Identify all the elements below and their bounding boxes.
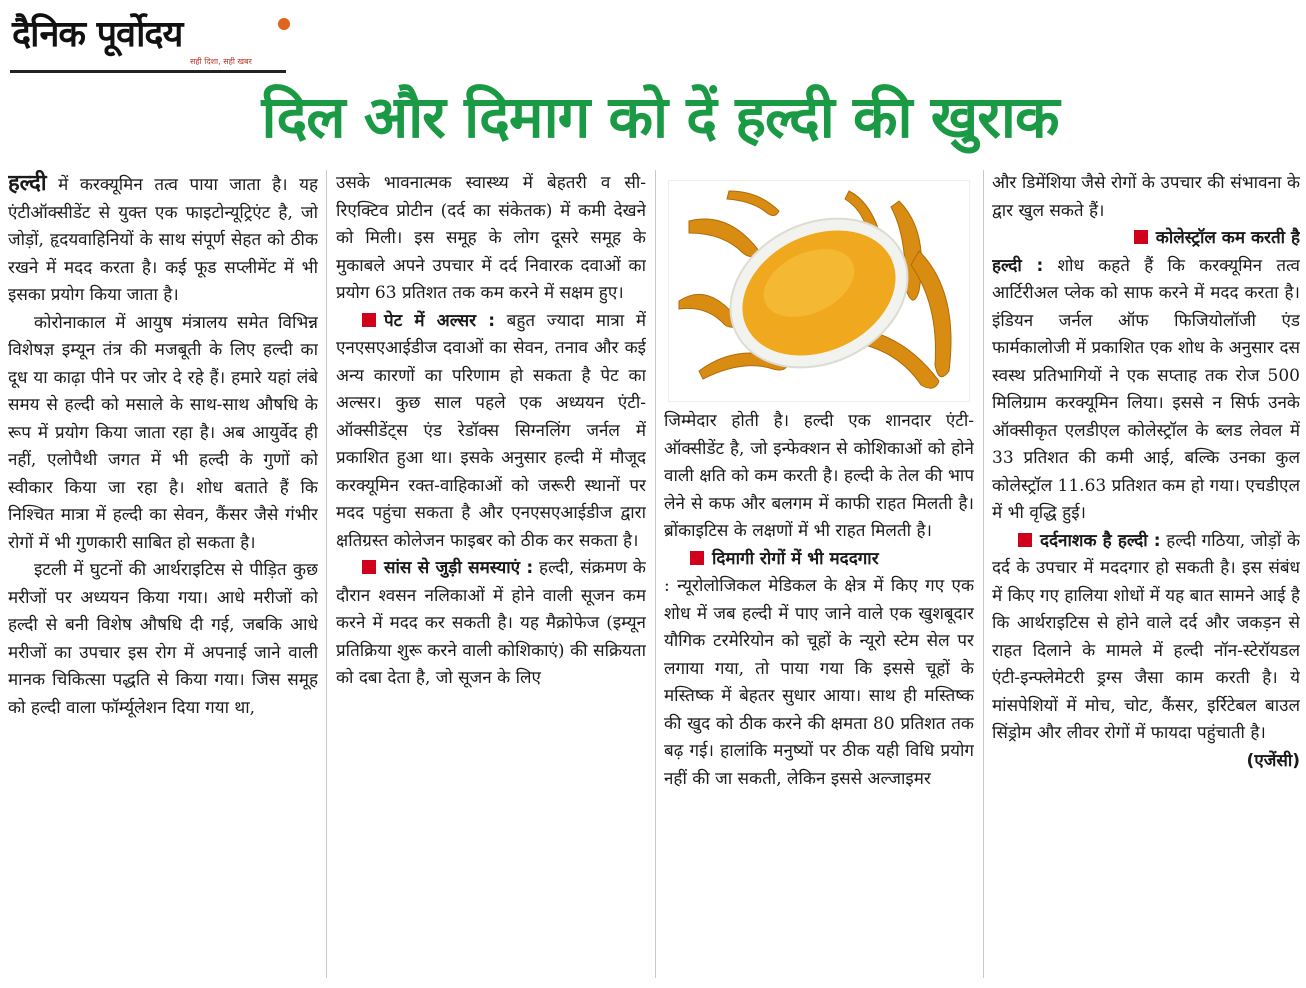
bullet-square-icon [362, 560, 376, 574]
paragraph: इटली में घुटनों की आर्थराइटिस से पीड़ित कुछ मरीजों पर अध्ययन किया गया। आधे मरीजों को हल्दी से बनी विशेष औषधि दी गई, जबकि आधे मरीजों का उपचार इस रोग में अपनाई जाने वाली मानक चिकित्सा पद्धति से किया गया। जिस समूह को हल्दी वाला फॉर्म्यूलेशन दिया गया था, [8, 560, 318, 718]
turmeric-photo-icon [669, 181, 970, 402]
paragraph: बहुत ज्यादा मात्रा में एनएसएआईडीज दवाओं का सेवन, तनाव और कई अन्य कारणों का परिणाम हो सकता है पेट का अल्सर। कुछ साल पहले एक अध्ययन एंटी-ऑक्सीडेंट्स एंड रेडॉक्स सिग्नलिंग जर्नल में प्रकाशित हुआ था। इसके अनुसार हल्दी में मौजूद करक्यूमिन रक्त-वाहिकाओं को जरूरी स्थानों पर मदद पहुंचा सकता है और एनएसएआईडीज द्वारा क्षतिग्रस्त कोलेजन फाइबर को ठीक कर सकता है। [336, 310, 646, 551]
subheading: कोलेस्ट्रॉल कम करती है [1155, 228, 1300, 248]
paragraph: हल्दी, संक्रमण के दौरान श्वसन नलिकाओं में होने वाली सूजन कम करने में मदद कर सकती है। यह मैक्रोफेज (इम्यून प्रतिक्रिया शुरू करने वाली कोशिकाएं) की सक्रियता को दबा देता है, जो सूजन के लिए [336, 558, 646, 688]
paragraph: शोध कहते हैं कि करक्यूमिन तत्व आर्टिरीअल प्लेक को साफ करने में मदद करता है। इंडियन जर्नल ऑफ फिजियोलॉजी एंड फार्मकालोजी में प्रकाशित एक शोध के अनुसार दस स्वस्थ प्रतिभागियों ने एक सप्ताह तक रोज 500 मिलिग्राम करक्यूमिन लिया। इससे न सिर्फ उनके ऑक्सीकृत एलडीएल कोलेस्ट्रॉल के ब्लड लेवल में 33 प्रतिशत की कमी आई, बल्कि उनका कुल कोलेस्ट्रॉल 11.63 प्रतिशत कम हो गया। एचडीएल में भी वृद्धि हुई। [992, 255, 1300, 523]
paragraph: कोरोनाकाल में आयुष मंत्रालय समेत विभिन्न विशेषज्ञ इम्यून तंत्र की मजबूती के लिए हल्दी का दूध या काढ़ा पीने पर जोर दे रहे हैं। हमारे यहां लंबे समय से हल्दी को मसाले के साथ-साथ औषधि के रूप में प्रयोग किया जाता रहा है। अब आयुर्वेद ही नहीं, एलोपैथी जगत में भी हल्दी के गुणों को स्वीकार किया जा रहा है। शोध बताते हैं कि निश्चित मात्रा में हल्दी का सेवन, कैंसर जैसे गंभीर रोगों में भी गुणकारी साबित हो सकता है। [8, 312, 318, 553]
subheading: पेट में अल्सर : [384, 310, 496, 331]
newspaper-tagline: सही दिशा, सही खबर [190, 57, 252, 66]
bullet-square-icon [1134, 230, 1148, 244]
lead-word: हल्दी [8, 171, 47, 196]
column-divider [326, 170, 327, 978]
paragraph: : न्यूरोलोजिकल मेडिकल के क्षेत्र में किए गए एक शोध में जब हल्दी में पाए जाने वाले एक खुशबूदार यौगिक टरमेरियोन को चूहों के न्यूरो स्टेम सेल पर लगाया गया, तो पाया गया कि इससे चूहों के मस्तिष्क में बेहतर सुधार आया। साथ ही मस्तिष्क की खुद को ठीक करने की क्षमता 80 प्रतिशत तक बढ़ गई। हालांकि मनुष्यों पर ठीक यही विधि प्रयोग नहीं की जा सकती, लेकिन इससे अल्जाइमर [664, 576, 974, 789]
masthead-rule [10, 70, 286, 73]
paragraph: उसके भावनात्मक स्वास्थ्य में बेहतरी व सी-रिएक्टिव प्रोटीन (दर्द का संकेतक) में कमी देखने को मिली। इस समूह के लोग दूसरे समूह के मुकाबले अपने उपचार में दर्द निवारक दवाओं का प्रयोग 63 प्रतिशत तक कम करने में सक्षम हुए। [336, 173, 646, 303]
bullet-square-icon [362, 313, 376, 327]
article-headline: दिल और दिमाग को दें हल्दी की खुराक [261, 83, 1059, 151]
article-column-4 [992, 170, 1300, 980]
subheading: हल्दी : [992, 255, 1044, 276]
agency-credit: (एजेंसी) [1246, 750, 1300, 771]
paragraph: जिम्मेदार होती है। हल्दी एक शानदार एंटी-ऑक्सीडेंट है, जो इन्फेक्शन से कोशिकाओं को होने वाली क्षति को कम करती है। हल्दी के तेल की भाप लेने से कफ और बलगम में काफी राहत मिलती है। ब्रोंकाइटिस के लक्षणों में भी राहत मिलती है। [664, 411, 974, 541]
newspaper-logo: दैनिक पूर्वोदय [12, 14, 183, 55]
subheading: दिमागी रोगों में भी मददगार [712, 548, 879, 569]
subheading: सांस से जुड़ी समस्याएं : [384, 558, 534, 578]
bullet-square-icon [1018, 533, 1032, 547]
paragraph: और डिमेंशिया जैसे रोगों के उपचार की संभावना के द्वार खुल सकते हैं। [992, 173, 1300, 221]
masthead [10, 6, 290, 74]
article-column-3 [664, 408, 974, 980]
article-column-1 [8, 170, 318, 980]
subheading: दर्दनाशक है हल्दी : [1040, 530, 1161, 551]
bullet-square-icon [690, 551, 704, 565]
article-column-2 [336, 170, 646, 980]
paragraph: में करक्यूमिन तत्व पाया जाता है। यह एंटीऑक्सीडेंट से युक्त एक फाइटोन्यूट्रिएंट है, जो जोड़ों, हृदयवाहिनियों के साथ संपूर्ण सेहत को ठीक रखने में मदद करता है। कई फूड सप्लीमेंट में भी इसका प्रयोग किया जाता है। [8, 175, 318, 305]
column-divider [655, 170, 656, 978]
logo-dot-icon [278, 18, 290, 30]
paragraph: हल्दी गठिया, जोड़ों के दर्द के उपचार में मददगार हो सकती है। इस संबंध में किए गए हालिया शोधों में यह बात सामने आई है कि आर्थराइटिस से होने वाले दर्द और जकड़न से राहत दिलाने के मामले में हल्दी नॉन-स्टेरॉयडल एंटी-इन्फ्लेमेटरी ड्रग्स जैसा काम करती है। ये मांसपेशियों में मोच, चोट, कैंसर, इर्रिटेबल बाउल सिंड्रोम और लीवर रोगों में फायदा पहुंचाती है। [992, 530, 1300, 743]
turmeric-photo [668, 180, 970, 402]
column-divider [983, 170, 984, 978]
